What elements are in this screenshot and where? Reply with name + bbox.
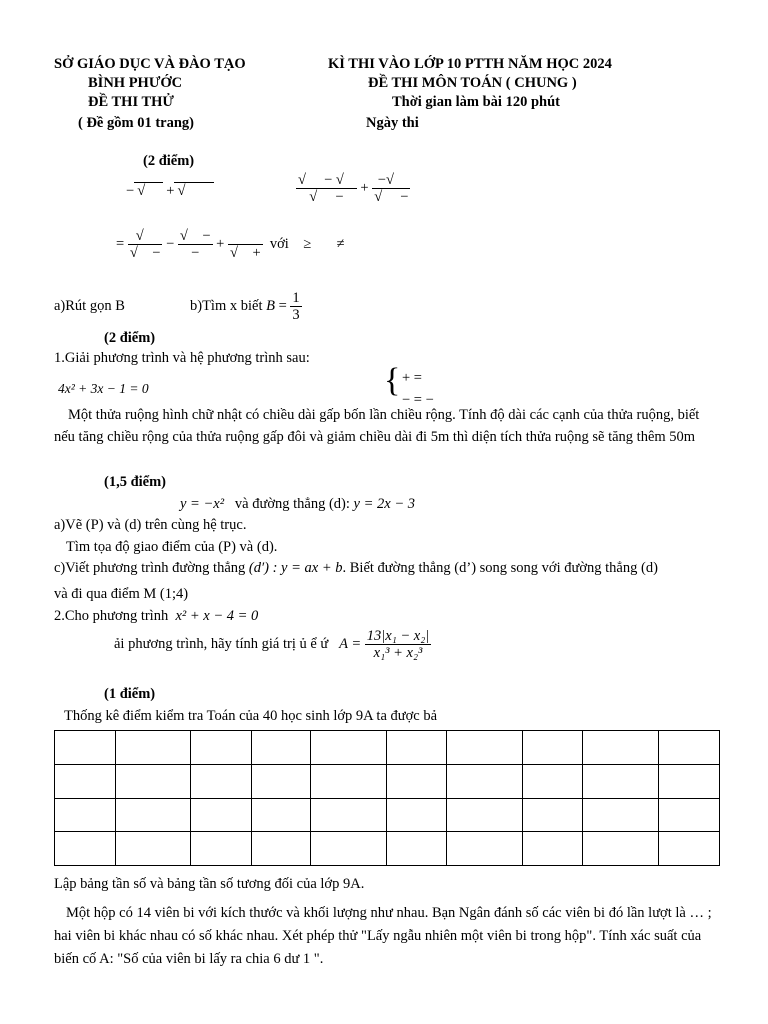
time-limit: Thời gian làm bài 120 phút	[392, 94, 560, 110]
q1-expression-b	[296, 172, 410, 205]
table-cell	[115, 832, 191, 866]
table-cell	[251, 764, 310, 798]
table-cell	[55, 832, 116, 866]
q1-part-b-text: b)Tìm x biết	[190, 297, 263, 314]
geq-sign: ≥	[303, 235, 312, 252]
table-cell	[447, 731, 523, 765]
formula-denominator: x₁³ + x₂³	[373, 645, 423, 661]
formula-fraction	[365, 628, 431, 661]
table-cell	[583, 832, 659, 866]
table-cell	[251, 798, 310, 832]
q1-minus-sign: −	[126, 183, 135, 199]
exam-title: KÌ THI VÀO LỚP 10 PTTH NĂM HỌC 2024	[328, 56, 612, 72]
q1-part-a: a)Rút gọn B	[54, 298, 125, 314]
minus-sign: −	[377, 172, 386, 188]
q4-points: (1 điểm)	[104, 686, 156, 702]
table-cell	[447, 764, 523, 798]
table-cell	[115, 731, 191, 765]
minus-sign: −	[324, 172, 333, 188]
table-cell	[659, 798, 720, 832]
province-name: BÌNH PHƯỚC	[88, 75, 183, 91]
plus-sign: +	[360, 179, 369, 196]
score-table	[54, 730, 720, 866]
sqrt-symbol: √	[174, 182, 213, 200]
table-cell	[115, 798, 191, 832]
fraction: $\frac{√ -}{-}$	[179, 228, 211, 261]
fraction: √ +	[228, 228, 263, 261]
neq-sign: ≠	[336, 235, 345, 252]
table-cell	[386, 798, 447, 832]
table-cell	[191, 731, 252, 765]
table-cell	[659, 764, 720, 798]
line-d-prime-equation: (d′) : y = ax + b	[248, 560, 343, 576]
minus-sign: −	[166, 235, 175, 252]
part2-equation: x² + x − 4 = 0	[175, 608, 259, 624]
table-cell	[386, 832, 447, 866]
q2-quadratic-equation: 4x² + 3x − 1 = 0	[58, 381, 149, 396]
table-cell	[191, 832, 252, 866]
minus-sign: −	[335, 189, 344, 205]
q4-table-instruction: Lập bảng tần số và bảng tần số tương đối của lớp 9A.	[54, 876, 365, 892]
subject-title: ĐỀ THI MÔN TOÁN ( CHUNG )	[368, 75, 577, 91]
table-cell	[522, 764, 583, 798]
table-cell	[251, 832, 310, 866]
sqrt-symbol: √	[134, 182, 162, 200]
table-cell	[522, 798, 583, 832]
line-equation: y = 2x − 3	[353, 496, 415, 512]
fraction: $\frac{-√}{√ -}$	[374, 172, 409, 205]
q2-points: (2 điểm)	[104, 330, 156, 346]
q1-expression-a	[126, 182, 214, 200]
plus-sign: +	[216, 235, 225, 252]
q2-instruction: 1.Giải phương trình và hệ phương trình sau:	[54, 350, 310, 366]
table-cell	[55, 764, 116, 798]
q3-part-2-formula	[114, 628, 431, 661]
q3-part-2	[54, 608, 258, 625]
table-cell	[447, 798, 523, 832]
q3-points: (1,5 điểm)	[104, 474, 167, 490]
table-cell	[310, 731, 386, 765]
page-count-note: ( Đề gồm 01 trang)	[78, 115, 194, 131]
left-brace: {	[384, 362, 401, 399]
table-row	[55, 731, 720, 765]
q4-probability-problem: Một hộp có 14 viên bi với kích thước và khối lượng như nhau. Bạn Ngân đánh số các viên bi đó lần lượt là … ; hai viên bi khác nhau có số khác nhau. Xét phép thử "Lấy ngẫu nhiên một viên bi trong hộp". Tính xác suất của biến cố A: "Số của viên bi lấy ra chia 6 dư 1 ".	[54, 905, 712, 967]
table-cell	[447, 832, 523, 866]
table-cell	[659, 832, 720, 866]
table-cell	[522, 832, 583, 866]
q3-part-b: Tìm tọa độ giao điểm của (P) và (d).	[66, 539, 278, 555]
system-row-1: + =	[402, 370, 422, 386]
table-cell	[115, 764, 191, 798]
fraction: $\frac{√}{√ -}$	[129, 228, 161, 261]
q3-part-a: a)Vẽ (P) và (d) trên cùng hệ trục.	[54, 517, 247, 533]
fraction-denominator: 3	[292, 307, 300, 323]
table-cell	[386, 731, 447, 765]
plus-sign: +	[252, 245, 261, 261]
table-cell	[310, 764, 386, 798]
exam-date: Ngày thi	[366, 115, 419, 131]
var-b: B	[266, 297, 275, 314]
q4-intro: Thống kê điểm kiểm tra Toán của 40 học sinh lớp 9A ta được bả	[64, 708, 438, 724]
table-cell	[191, 798, 252, 832]
table-row	[55, 798, 720, 832]
fraction	[290, 290, 301, 323]
parabola-equation: y = −x²	[180, 496, 225, 512]
table-cell	[191, 764, 252, 798]
q1-plus-sign: +	[166, 183, 175, 199]
table-cell	[522, 731, 583, 765]
q2-word-problem: Một thửa ruộng hình chữ nhật có chiều dài gấp bốn lần chiều rộng. Tính độ dài các cạnh của thửa ruộng, biết nếu tăng chiều rộng của thửa ruộng gấp đôi và giảm chiều dài đi 5m thì diện tích thửa ruộng sẽ tăng thêm 50m	[54, 407, 700, 445]
part2-question: ải phương trình, hãy tính giá trị ủ ể ứ	[114, 636, 329, 652]
table-cell	[583, 731, 659, 765]
trial-label: ĐỀ THI THỬ	[88, 94, 174, 110]
system-row-2: − = −	[402, 392, 434, 408]
part2-text: 2.Cho phương trình	[54, 608, 169, 624]
table-row	[55, 764, 720, 798]
table-cell	[659, 731, 720, 765]
table-row	[55, 832, 720, 866]
table-cell	[310, 832, 386, 866]
q3-functions	[180, 496, 415, 513]
fraction-numerator: 1	[292, 290, 300, 306]
dept-name: SỞ GIÁO DỤC VÀ ĐÀO TẠO	[54, 56, 246, 72]
fraction: $\frac{√ - √}{√ -}$	[298, 172, 355, 205]
equals-sign: =	[278, 297, 287, 314]
line-text: và đường thẳng (d):	[234, 496, 350, 512]
formula-numerator: 13|x₁ − x₂|	[366, 628, 430, 644]
table-cell	[251, 731, 310, 765]
table-cell	[55, 731, 116, 765]
q1-part-b	[190, 290, 302, 323]
q1-expression-c	[116, 228, 345, 261]
formula-a-label: A =	[339, 636, 362, 652]
table-cell	[55, 798, 116, 832]
table-cell	[310, 798, 386, 832]
q3-part-c-line2: và đi qua điểm M (1;4)	[54, 586, 189, 602]
table-cell	[386, 764, 447, 798]
equals-sign: =	[116, 235, 125, 252]
condition-with: với	[269, 235, 289, 252]
table-cell	[583, 798, 659, 832]
q1-points: (2 điểm)	[143, 153, 195, 169]
q3-part-c	[54, 560, 658, 577]
table-cell	[583, 764, 659, 798]
part-c-start: c)Viết phương trình đường thẳng	[54, 560, 246, 576]
part-c-end: . Biết đường thẳng (d’) song song với đường thẳng (d)	[342, 560, 658, 576]
